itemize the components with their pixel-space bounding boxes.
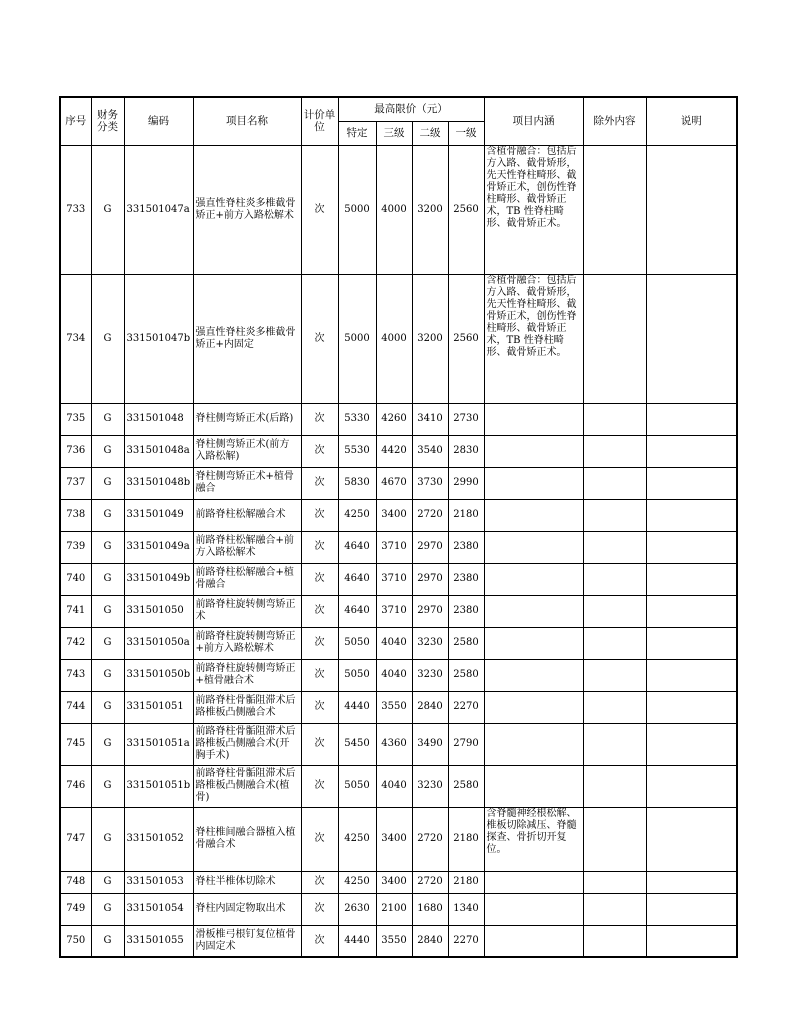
price-special-cell: 5530 xyxy=(338,435,376,467)
content-cell xyxy=(484,595,583,627)
category-cell: G xyxy=(91,659,124,691)
name-cell: 强直性脊柱炎多椎截骨矫正+内固定 xyxy=(193,274,301,403)
price-level3-cell: 4670 xyxy=(376,467,412,499)
content-cell xyxy=(484,659,583,691)
price-level1-cell: 2580 xyxy=(448,659,484,691)
price-level2-cell: 2720 xyxy=(412,499,448,531)
price-level3-cell: 3400 xyxy=(376,871,412,893)
seq-cell: 748 xyxy=(60,871,91,893)
code-cell: 331501050a xyxy=(124,627,193,659)
exclusion-cell xyxy=(583,499,646,531)
table-row xyxy=(60,723,737,765)
price-level2-cell: 2720 xyxy=(412,807,448,871)
name-cell: 前路脊柱骨骺阻滞术后路椎板凸侧融合术(植骨) xyxy=(193,765,301,807)
name-cell: 前路脊柱松解融合+植骨融合 xyxy=(193,563,301,595)
exclusion-cell xyxy=(583,435,646,467)
content-cell: 含植骨融合：包括后方入路、截骨矫形，先天性脊柱畸形、截骨矫正术，创伤性脊柱畸形、截骨矫正术，TB 性脊柱畸形、截骨矫正术。 xyxy=(484,145,583,274)
price-level1-cell: 2560 xyxy=(448,274,484,403)
price-special-cell: 5330 xyxy=(338,403,376,435)
note-cell xyxy=(646,691,737,723)
note-cell xyxy=(646,274,737,403)
price-level2-cell: 3230 xyxy=(412,627,448,659)
header-exclusion: 除外内容 xyxy=(583,97,646,145)
unit-cell: 次 xyxy=(301,871,338,893)
unit-cell: 次 xyxy=(301,627,338,659)
price-level3-cell: 4040 xyxy=(376,765,412,807)
code-cell: 331501050 xyxy=(124,595,193,627)
table-row xyxy=(60,145,737,274)
price-special-cell: 4250 xyxy=(338,499,376,531)
price-special-cell: 4250 xyxy=(338,807,376,871)
name-cell: 滑板椎弓根钉复位植骨内固定术 xyxy=(193,925,301,957)
price-level3-cell: 4000 xyxy=(376,274,412,403)
table-row xyxy=(60,893,737,925)
header-special: 特定 xyxy=(338,121,376,145)
price-level3-cell: 3400 xyxy=(376,807,412,871)
table-row xyxy=(60,499,737,531)
note-cell xyxy=(646,807,737,871)
price-level3-cell: 3550 xyxy=(376,691,412,723)
header-level2: 二级 xyxy=(412,121,448,145)
code-cell: 331501049a xyxy=(124,531,193,563)
price-special-cell: 4440 xyxy=(338,925,376,957)
price-level1-cell: 2580 xyxy=(448,627,484,659)
price-level1-cell: 2180 xyxy=(448,499,484,531)
code-cell: 331501048 xyxy=(124,403,193,435)
price-level2-cell: 1680 xyxy=(412,893,448,925)
category-cell: G xyxy=(91,467,124,499)
unit-cell: 次 xyxy=(301,691,338,723)
price-level3-cell: 3710 xyxy=(376,531,412,563)
exclusion-cell xyxy=(583,403,646,435)
unit-cell: 次 xyxy=(301,893,338,925)
note-cell xyxy=(646,403,737,435)
price-level3-cell: 4000 xyxy=(376,145,412,274)
price-level1-cell: 2380 xyxy=(448,595,484,627)
seq-cell: 742 xyxy=(60,627,91,659)
name-cell: 前路脊柱骨骺阻滞术后路椎板凸侧融合术 xyxy=(193,691,301,723)
price-level1-cell: 2380 xyxy=(448,563,484,595)
price-special-cell: 4640 xyxy=(338,563,376,595)
price-level3-cell: 4360 xyxy=(376,723,412,765)
content-cell: 含脊髓神经根松解、椎板切除减压、脊髓探查、骨折切开复位。 xyxy=(484,807,583,871)
name-cell: 前路脊柱骨骺阻滞术后路椎板凸侧融合术(开胸手术) xyxy=(193,723,301,765)
code-cell: 331501049b xyxy=(124,563,193,595)
price-special-cell: 5050 xyxy=(338,765,376,807)
price-level2-cell: 2720 xyxy=(412,871,448,893)
price-level2-cell: 2970 xyxy=(412,595,448,627)
content-cell xyxy=(484,531,583,563)
category-cell: G xyxy=(91,499,124,531)
price-special-cell: 4640 xyxy=(338,531,376,563)
price-level1-cell: 1340 xyxy=(448,893,484,925)
note-cell xyxy=(646,659,737,691)
code-cell: 331501054 xyxy=(124,893,193,925)
unit-cell: 次 xyxy=(301,807,338,871)
table-row xyxy=(60,531,737,563)
content-cell xyxy=(484,435,583,467)
price-level3-cell: 3710 xyxy=(376,563,412,595)
seq-cell: 736 xyxy=(60,435,91,467)
category-cell: G xyxy=(91,627,124,659)
name-cell: 脊柱侧弯矫正术+植骨融合 xyxy=(193,467,301,499)
price-level3-cell: 4040 xyxy=(376,627,412,659)
note-cell xyxy=(646,435,737,467)
unit-cell: 次 xyxy=(301,145,338,274)
exclusion-cell xyxy=(583,563,646,595)
note-cell xyxy=(646,765,737,807)
exclusion-cell xyxy=(583,893,646,925)
table-row xyxy=(60,627,737,659)
exclusion-cell xyxy=(583,765,646,807)
exclusion-cell xyxy=(583,274,646,403)
header-unit: 计价单位 xyxy=(301,97,338,145)
price-level1-cell: 2580 xyxy=(448,765,484,807)
content-cell xyxy=(484,723,583,765)
code-cell: 331501048b xyxy=(124,467,193,499)
exclusion-cell xyxy=(583,627,646,659)
price-level2-cell: 2840 xyxy=(412,925,448,957)
note-cell xyxy=(646,145,737,274)
exclusion-cell xyxy=(583,659,646,691)
seq-cell: 744 xyxy=(60,691,91,723)
name-cell: 强直性脊柱炎多椎截骨矫正+前方入路松解术 xyxy=(193,145,301,274)
price-level2-cell: 2970 xyxy=(412,563,448,595)
unit-cell: 次 xyxy=(301,499,338,531)
table-row xyxy=(60,403,737,435)
header-note: 说明 xyxy=(646,97,737,145)
seq-cell: 735 xyxy=(60,403,91,435)
price-level1-cell: 2830 xyxy=(448,435,484,467)
note-cell xyxy=(646,499,737,531)
price-level1-cell: 2180 xyxy=(448,807,484,871)
content-cell xyxy=(484,403,583,435)
note-cell xyxy=(646,871,737,893)
code-cell: 331501047b xyxy=(124,274,193,403)
price-level1-cell: 2270 xyxy=(448,691,484,723)
price-level1-cell: 2790 xyxy=(448,723,484,765)
price-level2-cell: 3230 xyxy=(412,765,448,807)
exclusion-cell xyxy=(583,723,646,765)
code-cell: 331501049 xyxy=(124,499,193,531)
name-cell: 前路脊柱旋转侧弯矫正+植骨融合术 xyxy=(193,659,301,691)
seq-cell: 734 xyxy=(60,274,91,403)
note-cell xyxy=(646,595,737,627)
exclusion-cell xyxy=(583,807,646,871)
code-cell: 331501052 xyxy=(124,807,193,871)
name-cell: 脊柱内固定物取出术 xyxy=(193,893,301,925)
table-row xyxy=(60,925,737,957)
code-cell: 331501051 xyxy=(124,691,193,723)
exclusion-cell xyxy=(583,145,646,274)
price-level3-cell: 4040 xyxy=(376,659,412,691)
unit-cell: 次 xyxy=(301,925,338,957)
exclusion-cell xyxy=(583,467,646,499)
header-name: 项目名称 xyxy=(193,97,301,145)
category-cell: G xyxy=(91,765,124,807)
price-level3-cell: 2100 xyxy=(376,893,412,925)
code-cell: 331501053 xyxy=(124,871,193,893)
price-special-cell: 5050 xyxy=(338,627,376,659)
table-row xyxy=(60,435,737,467)
category-cell: G xyxy=(91,807,124,871)
category-cell: G xyxy=(91,403,124,435)
seq-cell: 741 xyxy=(60,595,91,627)
code-cell: 331501051b xyxy=(124,765,193,807)
exclusion-cell xyxy=(583,925,646,957)
content-cell xyxy=(484,925,583,957)
note-cell xyxy=(646,893,737,925)
price-level3-cell: 3710 xyxy=(376,595,412,627)
seq-cell: 733 xyxy=(60,145,91,274)
code-cell: 331501051a xyxy=(124,723,193,765)
table-body xyxy=(60,145,737,957)
seq-cell: 746 xyxy=(60,765,91,807)
price-special-cell: 5450 xyxy=(338,723,376,765)
price-special-cell: 4440 xyxy=(338,691,376,723)
seq-cell: 737 xyxy=(60,467,91,499)
table-row xyxy=(60,871,737,893)
header-code: 编码 xyxy=(124,97,193,145)
price-level3-cell: 4420 xyxy=(376,435,412,467)
header-category: 财务分类 xyxy=(91,97,124,145)
unit-cell: 次 xyxy=(301,531,338,563)
price-level3-cell: 4260 xyxy=(376,403,412,435)
table-row xyxy=(60,467,737,499)
table-row xyxy=(60,807,737,871)
seq-cell: 749 xyxy=(60,893,91,925)
exclusion-cell xyxy=(583,595,646,627)
content-cell xyxy=(484,765,583,807)
seq-cell: 740 xyxy=(60,563,91,595)
seq-cell: 750 xyxy=(60,925,91,957)
category-cell: G xyxy=(91,723,124,765)
price-level1-cell: 2270 xyxy=(448,925,484,957)
code-cell: 331501047a xyxy=(124,145,193,274)
price-level1-cell: 2380 xyxy=(448,531,484,563)
content-cell xyxy=(484,467,583,499)
price-level1-cell: 2990 xyxy=(448,467,484,499)
table-row xyxy=(60,659,737,691)
seq-cell: 743 xyxy=(60,659,91,691)
name-cell: 前路脊柱旋转侧弯矫正+前方入路松解术 xyxy=(193,627,301,659)
price-level2-cell: 3230 xyxy=(412,659,448,691)
category-cell: G xyxy=(91,691,124,723)
name-cell: 脊柱椎间融合器植入植骨融合术 xyxy=(193,807,301,871)
category-cell: G xyxy=(91,145,124,274)
price-level3-cell: 3400 xyxy=(376,499,412,531)
category-cell: G xyxy=(91,893,124,925)
price-level2-cell: 3490 xyxy=(412,723,448,765)
price-level2-cell: 2970 xyxy=(412,531,448,563)
price-special-cell: 5050 xyxy=(338,659,376,691)
unit-cell: 次 xyxy=(301,723,338,765)
category-cell: G xyxy=(91,563,124,595)
name-cell: 前路脊柱旋转侧弯矫正术 xyxy=(193,595,301,627)
seq-cell: 747 xyxy=(60,807,91,871)
header-level3: 三级 xyxy=(376,121,412,145)
price-special-cell: 2630 xyxy=(338,893,376,925)
table-row xyxy=(60,765,737,807)
name-cell: 脊柱半椎体切除术 xyxy=(193,871,301,893)
price-level1-cell: 2730 xyxy=(448,403,484,435)
content-cell xyxy=(484,563,583,595)
unit-cell: 次 xyxy=(301,274,338,403)
name-cell: 前路脊柱松解融合+前方入路松解术 xyxy=(193,531,301,563)
code-cell: 331501055 xyxy=(124,925,193,957)
price-level1-cell: 2180 xyxy=(448,871,484,893)
code-cell: 331501050b xyxy=(124,659,193,691)
code-cell: 331501048a xyxy=(124,435,193,467)
category-cell: G xyxy=(91,871,124,893)
category-cell: G xyxy=(91,274,124,403)
category-cell: G xyxy=(91,435,124,467)
seq-cell: 738 xyxy=(60,499,91,531)
unit-cell: 次 xyxy=(301,595,338,627)
content-cell xyxy=(484,627,583,659)
unit-cell: 次 xyxy=(301,467,338,499)
unit-cell: 次 xyxy=(301,403,338,435)
name-cell: 前路脊柱松解融合术 xyxy=(193,499,301,531)
price-level1-cell: 2560 xyxy=(448,145,484,274)
note-cell xyxy=(646,563,737,595)
seq-cell: 739 xyxy=(60,531,91,563)
exclusion-cell xyxy=(583,691,646,723)
price-level2-cell: 3200 xyxy=(412,145,448,274)
unit-cell: 次 xyxy=(301,765,338,807)
price-special-cell: 5000 xyxy=(338,274,376,403)
exclusion-cell xyxy=(583,871,646,893)
unit-cell: 次 xyxy=(301,435,338,467)
content-cell xyxy=(484,893,583,925)
name-cell: 脊柱侧弯矫正术(前方入路松解) xyxy=(193,435,301,467)
price-level3-cell: 3550 xyxy=(376,925,412,957)
price-table xyxy=(59,96,738,958)
seq-cell: 745 xyxy=(60,723,91,765)
price-special-cell: 5000 xyxy=(338,145,376,274)
content-cell xyxy=(484,691,583,723)
category-cell: G xyxy=(91,925,124,957)
content-cell xyxy=(484,871,583,893)
content-cell xyxy=(484,499,583,531)
price-level2-cell: 3410 xyxy=(412,403,448,435)
header-level1: 一级 xyxy=(448,121,484,145)
unit-cell: 次 xyxy=(301,659,338,691)
unit-cell: 次 xyxy=(301,563,338,595)
table-row xyxy=(60,274,737,403)
note-cell xyxy=(646,627,737,659)
price-level2-cell: 3540 xyxy=(412,435,448,467)
header-content: 项目内涵 xyxy=(484,97,583,145)
price-level2-cell: 2840 xyxy=(412,691,448,723)
category-cell: G xyxy=(91,595,124,627)
price-special-cell: 5830 xyxy=(338,467,376,499)
price-special-cell: 4640 xyxy=(338,595,376,627)
table-row xyxy=(60,595,737,627)
table-row xyxy=(60,563,737,595)
exclusion-cell xyxy=(583,531,646,563)
note-cell xyxy=(646,925,737,957)
note-cell xyxy=(646,531,737,563)
name-cell: 脊柱侧弯矫正术(后路) xyxy=(193,403,301,435)
price-level2-cell: 3730 xyxy=(412,467,448,499)
content-cell: 含植骨融合：包括后方入路、截骨矫形，先天性脊柱畸形、截骨矫正术，创伤性脊柱畸形、截骨矫正术，TB 性脊柱畸形、截骨矫正术。 xyxy=(484,274,583,403)
note-cell xyxy=(646,467,737,499)
price-level2-cell: 3200 xyxy=(412,274,448,403)
header-seq: 序号 xyxy=(60,97,91,145)
table-row xyxy=(60,691,737,723)
price-special-cell: 4250 xyxy=(338,871,376,893)
category-cell: G xyxy=(91,531,124,563)
header-price-group: 最高限价（元） xyxy=(338,97,484,121)
note-cell xyxy=(646,723,737,765)
